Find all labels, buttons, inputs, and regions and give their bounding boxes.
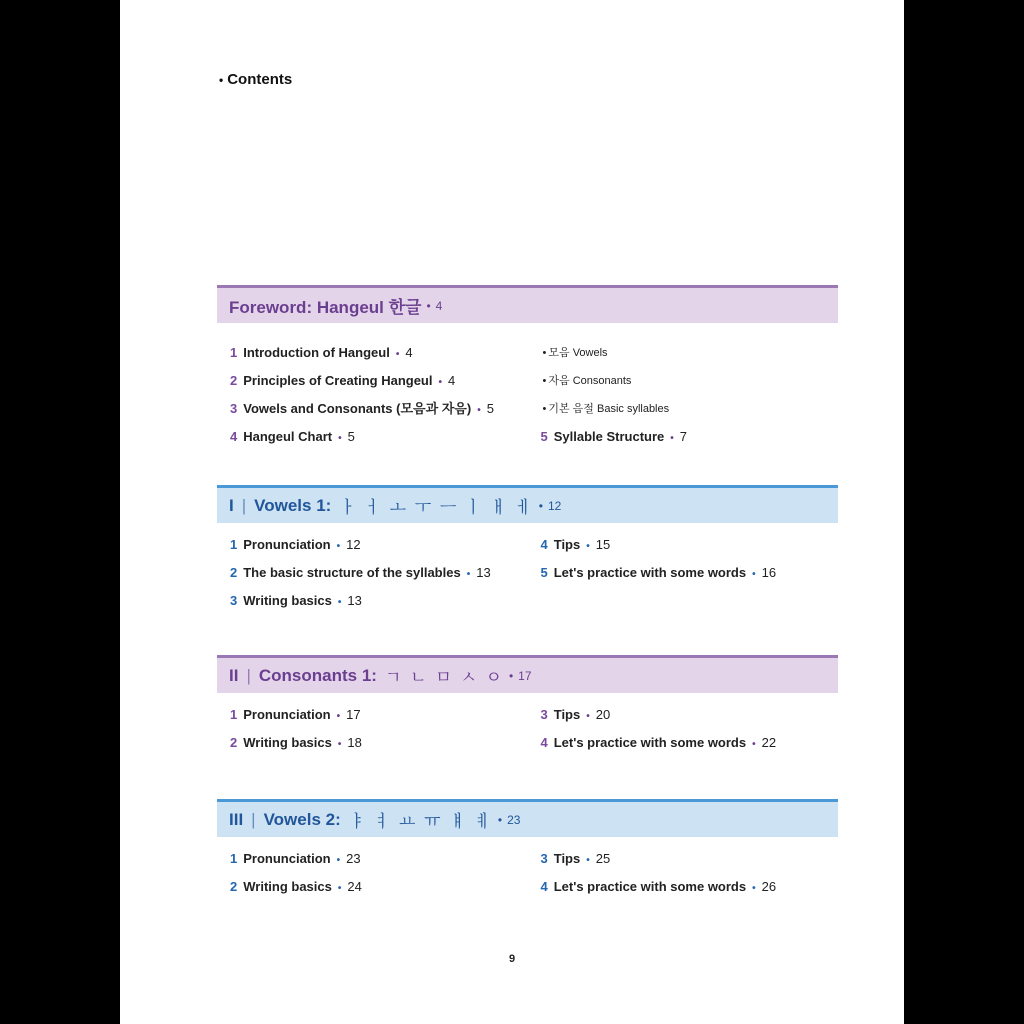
- contents-title: Contents: [227, 71, 293, 88]
- unit-3-header-bar: III | Vowels 2: ㅑ ㅕ ㅛ ㅠ ㅒ ㅖ • 23: [217, 799, 838, 837]
- entry-number: 3: [540, 851, 548, 866]
- subentry-korean: 기본 음절: [548, 403, 594, 415]
- entry-title: Hangeul Chart: [243, 429, 333, 444]
- entry-page: 20: [595, 707, 611, 722]
- entry-page: 4: [405, 345, 413, 360]
- unit-letters: ㄱ ㄴ ㅁ ㅅ ㅇ: [384, 668, 504, 687]
- subentry-korean: 자음: [548, 375, 570, 387]
- subentry-korean: 모음: [548, 347, 570, 359]
- entry-title: Tips: [553, 851, 581, 866]
- entry-page: 5: [347, 429, 355, 444]
- unit-2-right-column: [528, 701, 839, 757]
- entry-page: 7: [679, 429, 688, 444]
- entry-page: 16: [761, 565, 777, 580]
- toc-entry[interactable]: 2 The basic structure of the syllables • 13: [230, 565, 491, 580]
- foreword-left-column: [217, 339, 528, 451]
- unit-page: 17: [518, 668, 532, 683]
- toc-entry[interactable]: 3 Writing basics • 13: [230, 593, 362, 608]
- book-page: [120, 0, 904, 1024]
- entry-title: Pronunciation: [243, 707, 331, 722]
- toc-entry[interactable]: 4 Hangeul Chart • 5: [230, 429, 355, 444]
- entry-number: 4: [540, 879, 548, 894]
- entry-title: Vowels and Consonants (모음과 자음): [243, 401, 472, 416]
- unit-page: 23: [507, 812, 521, 827]
- toc-entry[interactable]: 5 Let's practice with some words • 16: [540, 565, 777, 580]
- toc-subentry[interactable]: • 기본 음절 Basic syllables: [542, 403, 670, 415]
- unit-title: Consonants 1:: [258, 665, 377, 685]
- entry-title: Introduction of Hangeul: [243, 345, 390, 360]
- entry-page: 23: [346, 851, 361, 866]
- entry-title: Principles of Creating Hangeul: [243, 373, 433, 388]
- toc-entry[interactable]: 2 Writing basics • 24: [230, 879, 362, 894]
- entry-number: 3: [540, 707, 548, 722]
- entry-number: 1: [230, 851, 238, 866]
- unit-3-right-column: [528, 845, 839, 901]
- unit-roman-numeral: III: [229, 809, 244, 829]
- foreword-section: [217, 285, 838, 451]
- entry-page: 18: [347, 735, 362, 750]
- entry-title: Writing basics: [243, 879, 332, 894]
- toc-entry[interactable]: 2 Principles of Creating Hangeul • 4: [230, 373, 456, 388]
- foreword-title: Foreword: Hangeul 한글: [229, 298, 422, 317]
- entry-number: 4: [540, 735, 548, 750]
- bullet-separator: •: [538, 498, 543, 513]
- unit-roman-numeral: I: [229, 495, 234, 515]
- unit-2-left-column: [217, 701, 528, 757]
- bullet-separator: •: [508, 668, 514, 683]
- foreword-right-column: [528, 339, 839, 451]
- unit-3-left-column: [217, 845, 528, 901]
- heading-bullet: •: [219, 73, 224, 87]
- entry-title: Tips: [553, 707, 581, 722]
- toc-entry[interactable]: 4 Let's practice with some words • 22: [540, 735, 777, 750]
- subentry-english: Vowels: [572, 347, 608, 359]
- toc-subentry[interactable]: • 모음 Vowels: [542, 347, 608, 359]
- entry-title: Tips: [553, 537, 581, 552]
- entry-title: The basic structure of the syllables: [243, 565, 461, 580]
- unit-letters: ㅏ ㅓ ㅗ ㅜ ㅡ ㅣ ㅐ ㅔ: [339, 498, 534, 517]
- unit-1-left-column: [217, 531, 528, 615]
- unit-3-section: [217, 799, 838, 901]
- foreword-header-bar: [217, 285, 838, 323]
- entry-title: Let's practice with some words: [553, 879, 747, 894]
- entry-number: 1: [230, 707, 238, 722]
- unit-page: 12: [547, 498, 562, 513]
- entry-page: 15: [595, 537, 611, 552]
- toc-entry[interactable]: 1 Pronunciation • 12: [230, 537, 361, 552]
- toc-subentry[interactable]: • 자음 Consonants: [542, 375, 632, 387]
- entry-title: Let's practice with some words: [553, 735, 747, 750]
- subentry-english: Basic syllables: [596, 403, 670, 415]
- toc-entry[interactable]: 4 Tips • 15: [540, 537, 611, 552]
- toc-entry[interactable]: 3 Tips • 20: [540, 707, 611, 722]
- entry-title: Let's practice with some words: [553, 565, 747, 580]
- entry-number: 5: [540, 429, 548, 444]
- contents-heading: [219, 71, 292, 88]
- entry-number: 5: [540, 565, 548, 580]
- toc-entry[interactable]: 3 Tips • 25: [540, 851, 611, 866]
- toc-entry[interactable]: 1 Pronunciation • 23: [230, 851, 361, 866]
- foreword-page: 4: [435, 298, 443, 313]
- entry-page: 5: [486, 401, 494, 416]
- entry-number: 3: [230, 593, 238, 608]
- unit-1-header-bar: I | Vowels 1: ㅏ ㅓ ㅗ ㅜ ㅡ ㅣ ㅐ ㅔ • 12: [217, 485, 838, 523]
- entry-page: 13: [476, 565, 491, 580]
- toc-entry[interactable]: 1 Pronunciation • 17: [230, 707, 361, 722]
- page-number: 9: [508, 953, 516, 965]
- entry-number: 2: [230, 373, 238, 388]
- bullet-separator: •: [497, 812, 503, 827]
- unit-title: Vowels 2:: [263, 809, 341, 829]
- entry-page: 13: [347, 593, 362, 608]
- entry-page: 17: [346, 707, 361, 722]
- unit-1-section: [217, 485, 838, 615]
- unit-roman-numeral: II: [229, 665, 239, 685]
- toc-entry[interactable]: 5 Syllable Structure • 7: [540, 429, 688, 444]
- unit-2-section: [217, 655, 838, 757]
- entry-page: 22: [761, 735, 777, 750]
- entry-number: 3: [230, 401, 238, 416]
- entry-page: 25: [595, 851, 611, 866]
- unit-letters: ㅑ ㅕ ㅛ ㅠ ㅒ ㅖ: [348, 812, 493, 831]
- unit-title: Vowels 1:: [254, 495, 332, 515]
- bullet-separator: •: [426, 298, 431, 313]
- toc-entry[interactable]: 3 Vowels and Consonants (모음과 자음) • 5: [230, 401, 494, 416]
- entry-title: Writing basics: [243, 735, 332, 750]
- entry-number: 2: [230, 735, 238, 750]
- toc-entry[interactable]: 2 Writing basics • 18: [230, 735, 362, 750]
- unit-2-header-bar: II | Consonants 1: ㄱ ㄴ ㅁ ㅅ ㅇ • 17: [217, 655, 838, 693]
- entry-page: 26: [761, 879, 777, 894]
- entry-title: Pronunciation: [243, 851, 331, 866]
- entry-number: 4: [540, 537, 548, 552]
- entry-number: 4: [230, 429, 238, 444]
- entry-page: 12: [346, 537, 361, 552]
- entry-number: 1: [230, 345, 238, 360]
- entry-number: 2: [230, 565, 238, 580]
- subentry-english: Consonants: [572, 375, 632, 387]
- entry-title: Syllable Structure: [553, 429, 665, 444]
- entry-number: 2: [230, 879, 238, 894]
- unit-1-right-column: [528, 531, 839, 615]
- entry-title: Pronunciation: [243, 537, 331, 552]
- toc-entry[interactable]: 1 Introduction of Hangeul • 4: [230, 345, 413, 360]
- toc-entry[interactable]: 4 Let's practice with some words • 26: [540, 879, 777, 894]
- entry-title: Writing basics: [243, 593, 332, 608]
- entry-page: 24: [347, 879, 362, 894]
- entry-number: 1: [230, 537, 238, 552]
- entry-page: 4: [448, 373, 456, 388]
